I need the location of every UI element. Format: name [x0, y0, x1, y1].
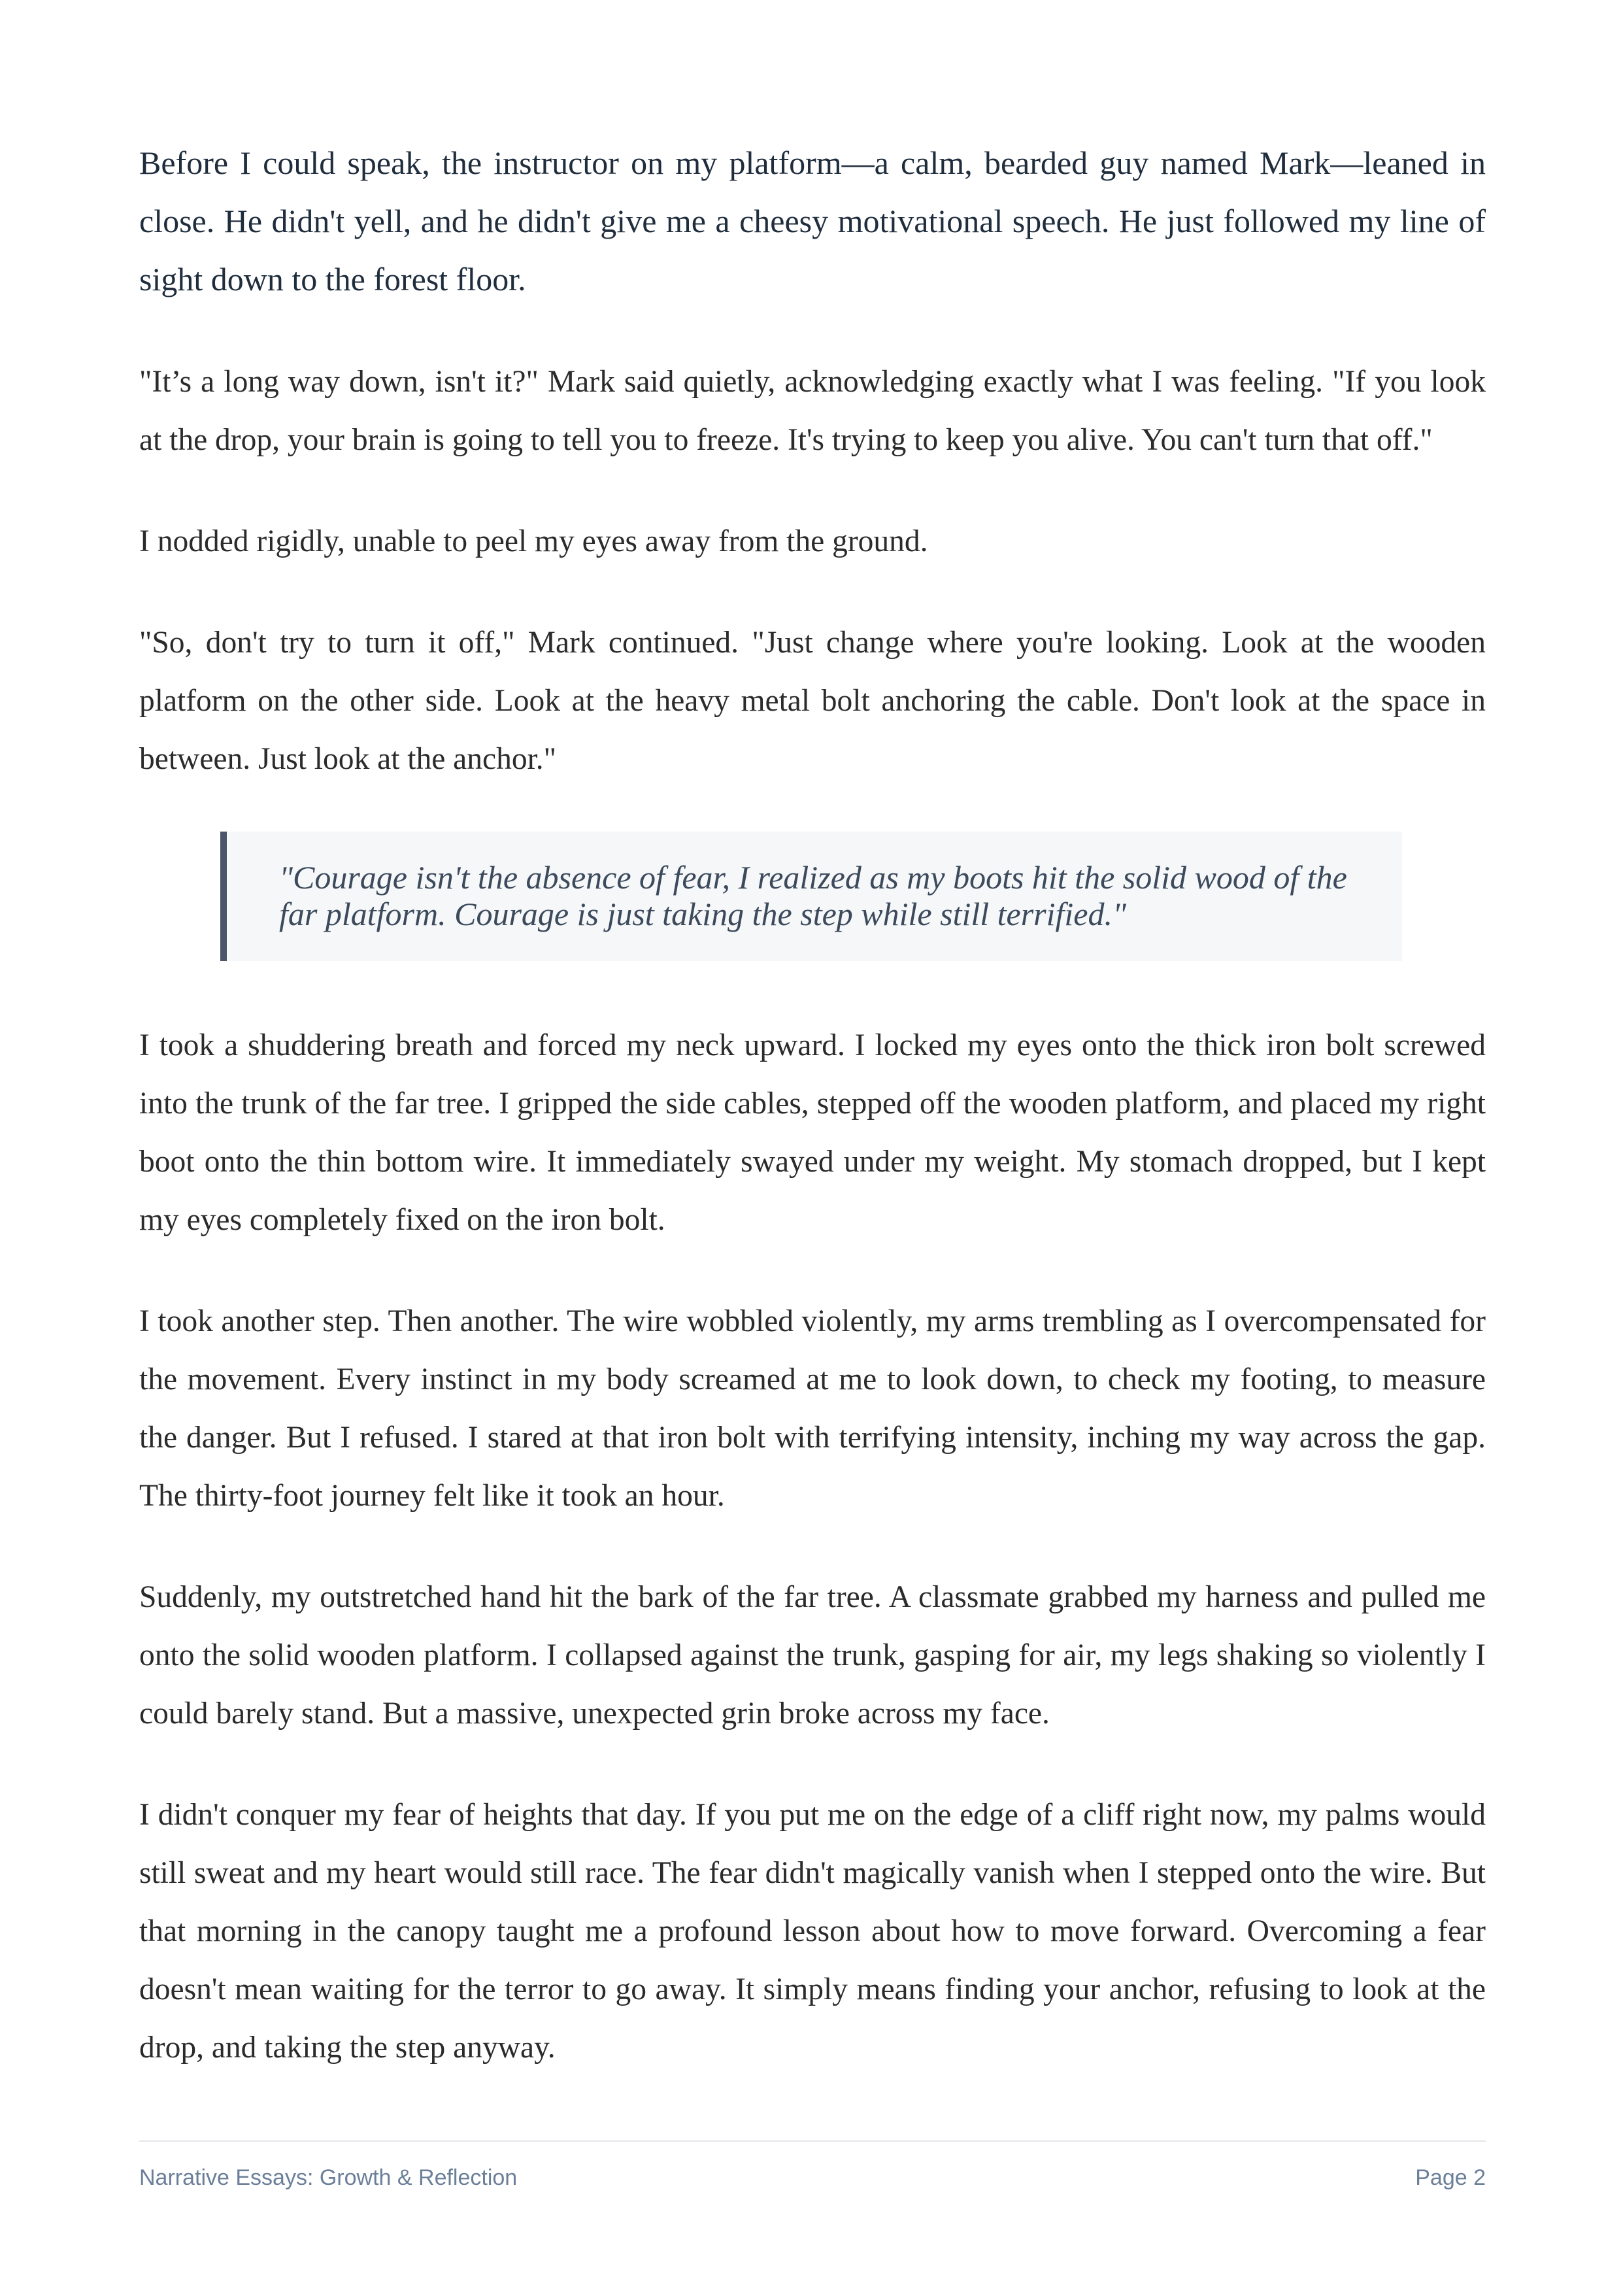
paragraph: I took a shuddering breath and forced my neck upward. I locked my eyes onto the thick iron bolt screwed into the trunk of the far tree. I gripped the side cables, stepped off the wooden platform, and placed my right boot onto the thin bottom wire. It immediately swayed under my weight. My stomach dropped, but I kept my eyes completely fixed on the iron bolt.	[139, 1028, 1486, 1237]
paragraph: "It’s a long way down, isn't it?" Mark said quietly, acknowledging exactly what I was feeling. "If you look at the drop, your brain is going to tell you to freeze. It's trying to keep you alive. You can't turn that off."	[139, 365, 1486, 457]
pull-quote-text: "Courage isn't the absence of fear, I realized as my boots hit the solid wood of the far platform. Courage is just taking the step while still terrified."	[279, 859, 1347, 932]
pull-quote	[220, 832, 1402, 961]
essay-body	[139, 134, 1486, 2120]
paragraph: Before I could speak, the instructor on my platform—a calm, bearded guy named Mark—leaned in close. He didn't yell, and he didn't give me a cheesy motivational speech. He just followed my line of sight down to the forest floor.	[139, 144, 1486, 297]
footer-title: Narrative Essays: Growth & Reflection	[139, 2165, 518, 2190]
paragraph: "So, don't try to turn it off," Mark continued. "Just change where you're looking. Look at the wooden platform on the other side. Look at the heavy metal bolt anchoring the cable. Don't look at the space in between. Just look at the anchor."	[139, 626, 1486, 776]
page-footer	[139, 2140, 1486, 2191]
paragraph: I took another step. Then another. The wire wobbled violently, my arms trembling as I overcompensated for the movement. Every instinct in my body screamed at me to look down, to check my footing, to measure the danger. But I refused. I stared at that iron bolt with terrifying intensity, inching my way across the gap. The thirty-foot journey felt like it took an hour.	[139, 1304, 1486, 1513]
paragraph: I didn't conquer my fear of heights that day. If you put me on the edge of a cliff right now, my palms would still sweat and my heart would still race. The fear didn't magically vanish when I stepped onto the wire. But that morning in the canopy taught me a profound lesson about how to move forward. Overcoming a fear doesn't mean waiting for the terror to go away. It simply means finding your anchor, refusing to look at the drop, and taking the step anyway.	[139, 1798, 1486, 2065]
paragraph: Suddenly, my outstretched hand hit the bark of the far tree. A classmate grabbed my harness and pulled me onto the solid wooden platform. I collapsed against the trunk, gasping for air, my legs shaking so violently I could barely stand. But a massive, unexpected grin broke across my face.	[139, 1580, 1486, 1730]
page-number: Page 2	[1415, 2165, 1486, 2190]
paragraph: I nodded rigidly, unable to peel my eyes away from the ground.	[139, 524, 928, 558]
